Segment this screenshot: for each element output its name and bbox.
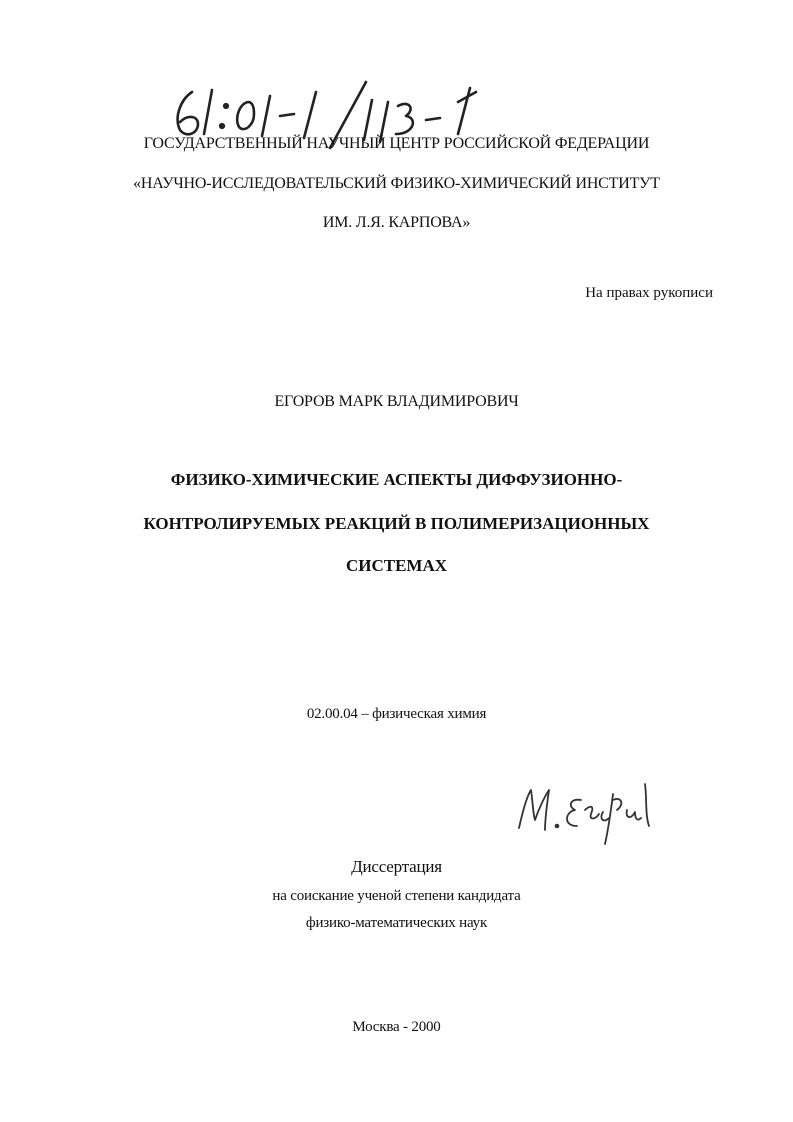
degree-line-1: на соискание ученой степени кандидата bbox=[272, 888, 521, 904]
organization-line-2: «НАУЧНО-ИССЛЕДОВАТЕЛЬСКИЙ ФИЗИКО-ХИМИЧЕСКИЙ ИНСТИТУТ bbox=[133, 175, 660, 192]
dissertation-title-line-2: КОНТРОЛИРУЕМЫХ РЕАКЦИЙ В ПОЛИМЕРИЗАЦИОННЫХ bbox=[143, 514, 650, 533]
specialty-code: 02.00.04 – физическая химия bbox=[306, 706, 487, 722]
organization-line-1: ГОСУДАРСТВЕННЫЙ НАУЧНЫЙ ЦЕНТР РОССИЙСКОЙ ФЕДЕРАЦИИ bbox=[143, 135, 650, 152]
work-type: Диссертация bbox=[351, 857, 442, 876]
signature-text bbox=[0, 0, 1, 1]
organization-line-3: ИМ. Л.Я. КАРПОВА» bbox=[322, 214, 471, 231]
archive-mark-text bbox=[0, 0, 1, 1]
author-signature bbox=[505, 770, 665, 850]
degree-line-2: физико-математических наук bbox=[305, 915, 488, 931]
city-year: Москва - 2000 bbox=[352, 1019, 441, 1035]
author-name: ЕГОРОВ МАРК ВЛАДИМИРОВИЧ bbox=[274, 393, 519, 410]
manuscript-rights-note: На правах рукописи bbox=[585, 285, 713, 301]
dissertation-title-line-1: ФИЗИКО-ХИМИЧЕСКИЕ АСПЕКТЫ ДИФФУЗИОННО- bbox=[170, 470, 623, 489]
dissertation-title-line-3: СИСТЕМАХ bbox=[345, 556, 448, 575]
